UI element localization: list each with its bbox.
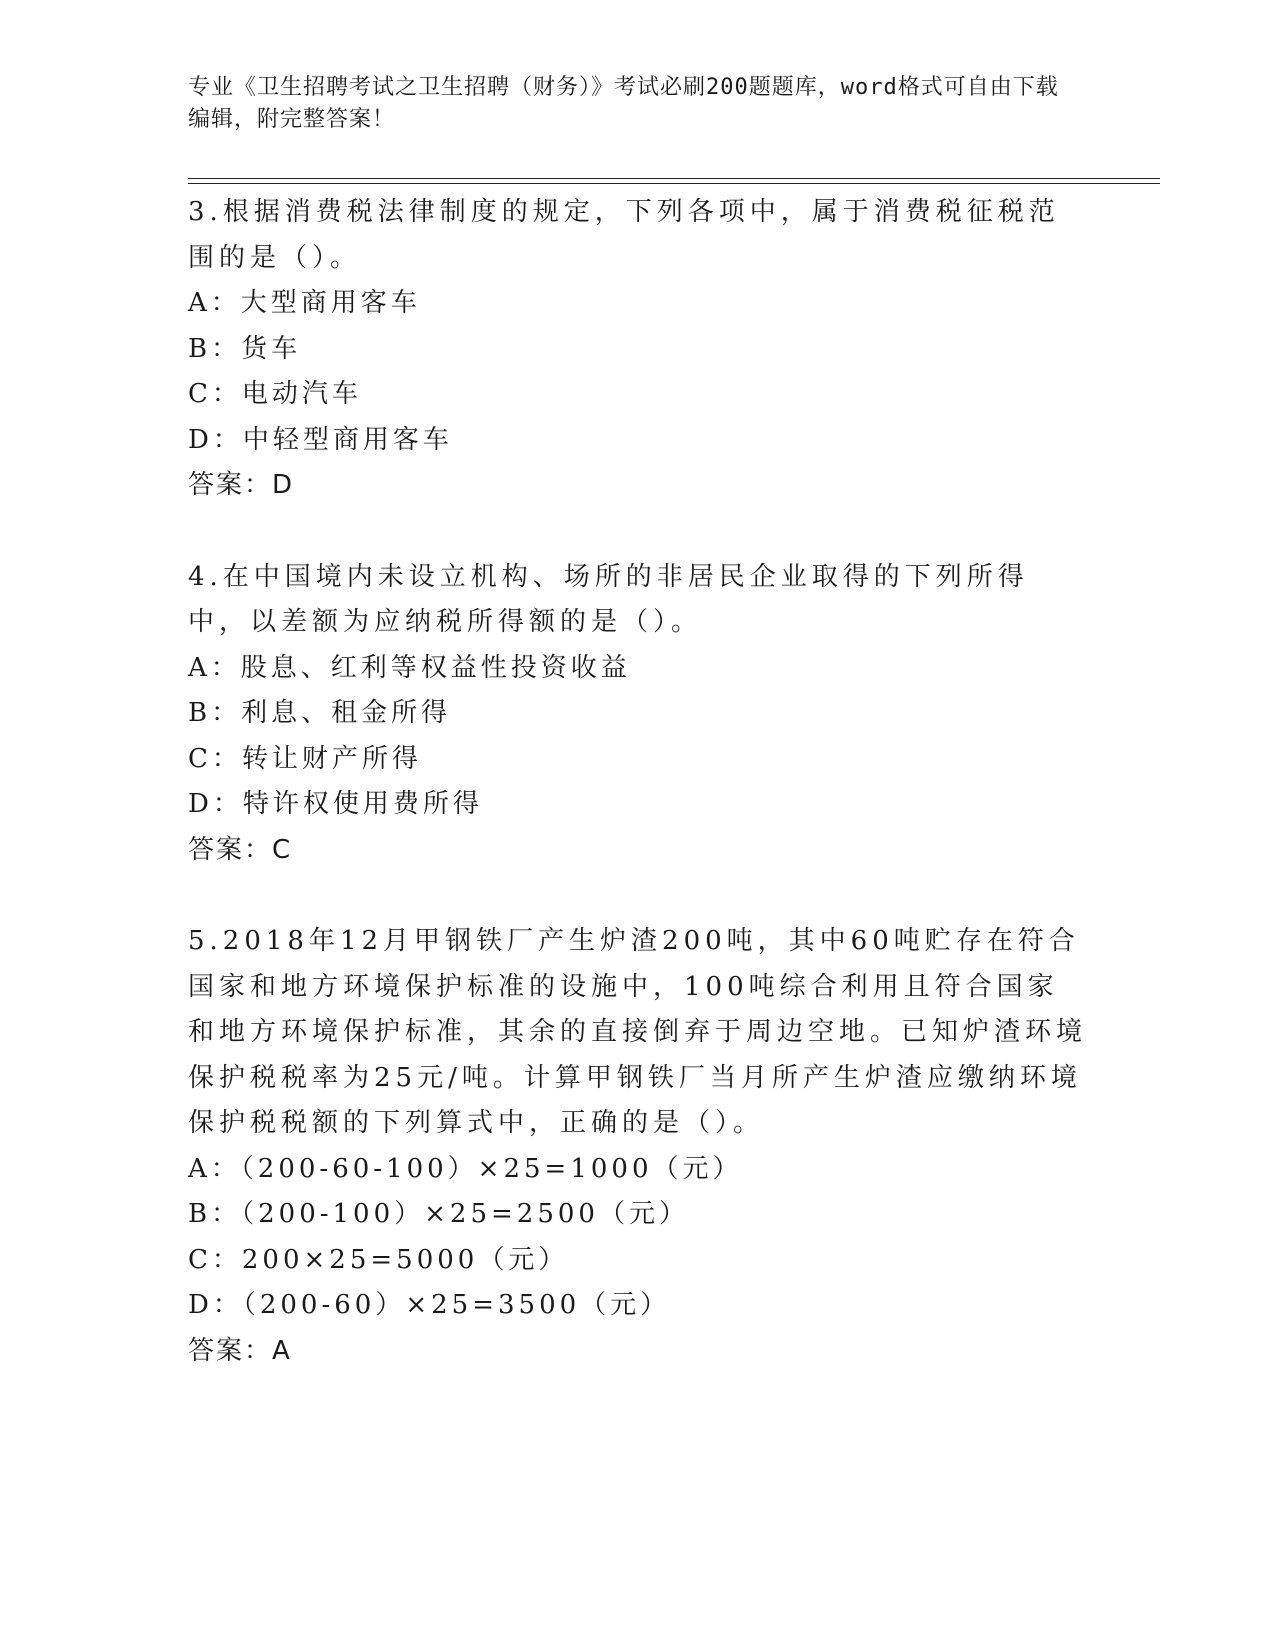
option-a: A：大型商用客车 xyxy=(188,288,421,318)
option-b: B：货车 xyxy=(188,333,302,364)
option-d: D：（200-60）×25=3500（元） xyxy=(188,1290,671,1320)
option-d: D：特许权使用费所得 xyxy=(188,789,483,819)
question-list xyxy=(188,190,1088,1420)
option-b: B：（200-100）×25=2500（元） xyxy=(188,1199,689,1229)
question-4 xyxy=(188,555,1088,874)
option-c: C：转让财产所得 xyxy=(188,743,422,774)
answer-line: 答案：C xyxy=(188,834,293,865)
option-a: A：（200-60-100）×25=1000（元） xyxy=(188,1153,743,1184)
header-divider-top xyxy=(188,178,1160,179)
question-stem: 3.根据消费税法律制度的规定，下列各项中，属于消费税征税范围的是（）。 xyxy=(188,197,1060,273)
option-b: B：利息、租金所得 xyxy=(188,698,452,728)
question-stem: 5.2018年12月甲钢铁厂产生炉渣200吨，其中60吨贮存在符合国家和地方环境保护标准的设施中，100吨综合利用且符合国家和地方环境保护标准，其余的直接倒弃于周边空地。已知炉渣环境保护税税率为25元/吨。计算甲钢铁厂当月所产生炉渣应缴纳环境保护税税额的下列算式中，正确的是（）。 xyxy=(188,926,1088,1138)
answer-line: 答案：A xyxy=(188,1335,292,1366)
question-5 xyxy=(188,919,1088,1374)
question-stem: 4.在中国境内未设立机构、场所的非居民企业取得的下列所得中，以差额为应纳税所得额的是（）。 xyxy=(188,561,1029,637)
header-divider-bottom xyxy=(188,183,1160,184)
answer-line: 答案：D xyxy=(188,470,295,500)
option-d: D：中轻型商用客车 xyxy=(188,424,453,455)
option-a: A：股息、红利等权益性投资收益 xyxy=(188,652,631,683)
header-text: 专业《卫生招聘考试之卫生招聘（财务）》考试必刷200题题库，word格式可自由下载编辑，附完整答案！ xyxy=(188,75,1059,132)
option-c: C：200×25=5000（元） xyxy=(188,1244,569,1275)
option-c: C：电动汽车 xyxy=(188,379,362,409)
question-3 xyxy=(188,190,1088,509)
document-header xyxy=(188,72,1078,136)
